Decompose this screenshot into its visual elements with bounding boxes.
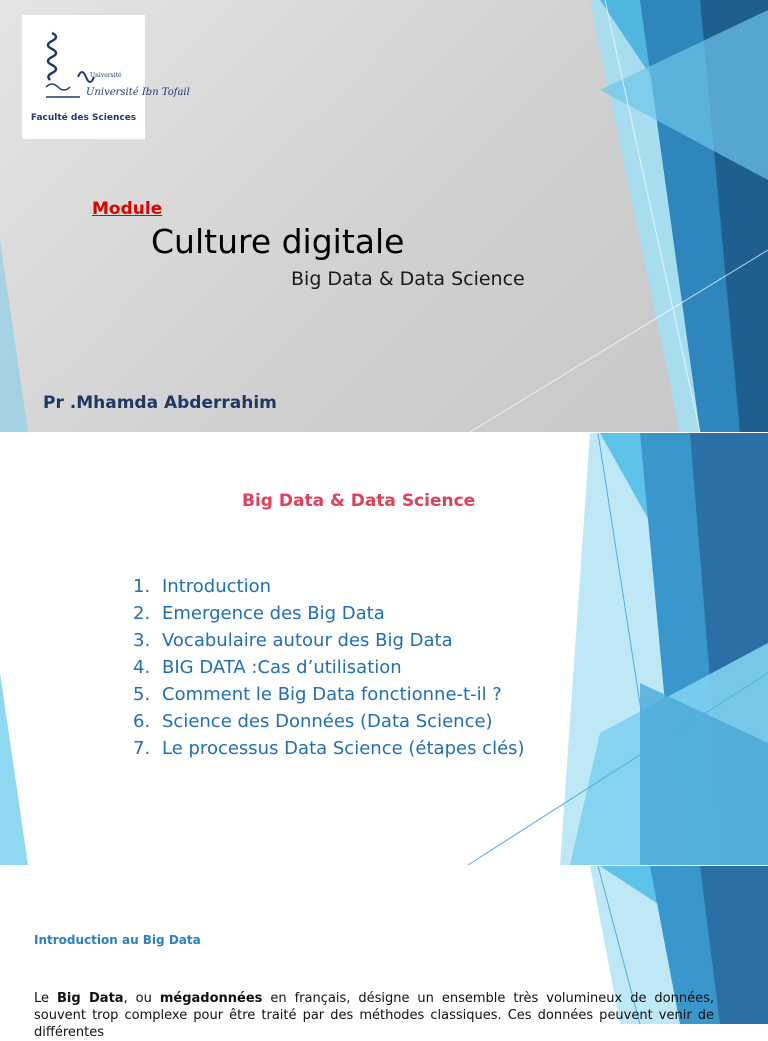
svg-text:Université Ibn Tofail: Université Ibn Tofail [86,87,190,98]
toc-item: 7. Le processus Data Science (étapes clés) [133,738,525,759]
table-of-contents [133,573,525,762]
university-logo [22,15,190,139]
logo-caption: Faculté des Sciences [30,113,137,123]
title-slide [0,0,768,432]
author-name: Pr .Mhamda Abderrahim [43,393,277,413]
introduction-slide [0,866,768,1040]
module-label: Module [92,199,163,219]
outline-slide [0,433,768,865]
outline-title: Big Data & Data Science [242,491,476,511]
toc-item: 1. Introduction [133,576,272,597]
intro-paragraph: Le Big Data, ou mégadonnées en français, désigne un ensemble très volumineux de données, souvent trop complexe pour être traité par des méthodes classiques. Ces données peuvent venir de différentes [34,991,715,1040]
slide-subtitle: Big Data & Data Science [291,268,525,290]
toc-item: 5. Comment le Big Data fonctionne-t-il ? [133,684,502,705]
toc-item: 6. Science des Données (Data Science) [133,711,493,732]
slide-title: Culture digitale [151,222,405,261]
toc-item: 2. Emergence des Big Data [133,603,385,624]
ibn-tofail-emblem-icon [22,15,190,110]
section-heading: Introduction au Big Data [34,933,201,947]
toc-item: 3. Vocabulaire autour des Big Data [133,630,453,651]
svg-text:Université: Université [90,72,122,79]
toc-item: 4. BIG DATA :Cas d’utilisation [133,657,402,678]
